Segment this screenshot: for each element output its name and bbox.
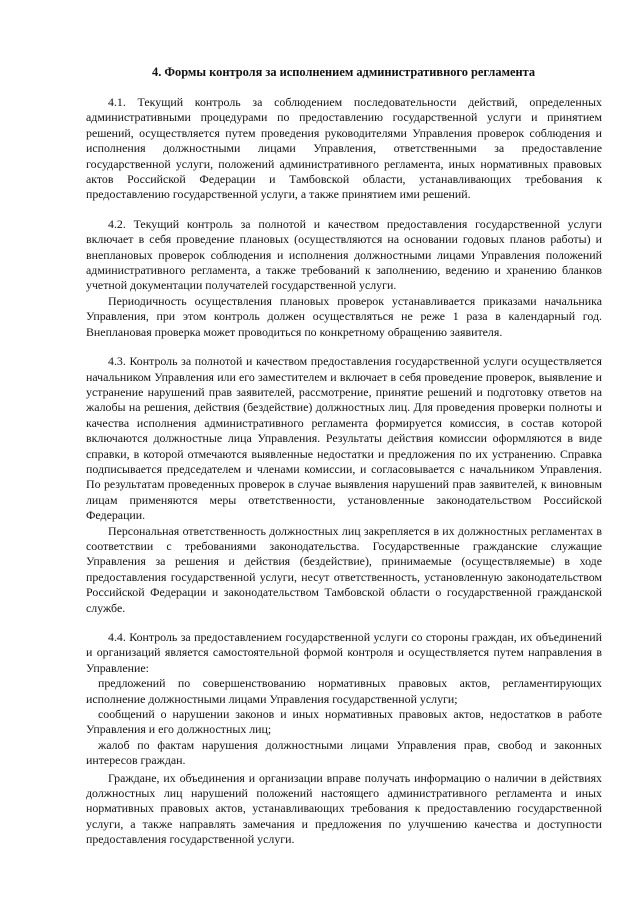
section-heading: 4. Формы контроля за исполнением административного регламента: [152, 65, 536, 79]
paragraph-4-4: 4.4. Контроль за предоставлением государственной услуги со стороны граждан, их объединений и организаций является самостоятельной формой контроля и осуществляется путем направления в Управление:: [86, 630, 602, 675]
list-item: жалоб по фактам нарушения должностными лицами Управления прав, свобод и законных интересов граждан.: [86, 737, 602, 768]
paragraph-4-3: 4.3. Контроль за полнотой и качеством предоставления государственной услуги осуществляется начальником Управления или его заместителем и включает в себя проведение проверок, выявление и устранение нарушений прав заявителей, рассмотрение, принятие решений и подготовку ответов на жалобы на решения, действия (бездействие) должностных лиц. Для проведения проверки полноты и качества исполнения административного регламента формируется комиссия, в состав которой включаются должностные лица Управления. Результаты действия комиссии оформляются в виде справки, в которой отмечаются выявленные недостатки и предложения по их устранению. Справка подписывается председателем и членами комиссии, и согласовывается с начальником Управления. По результатам проведенных проверок в случае выявления нарушений прав заявителей, к виновным лицам применяются меры ответственности, установленные законодательством Российской Федерации.: [86, 354, 602, 523]
paragraph-4-2: 4.2. Текущий контроль за полнотой и качеством предоставления государственной услуги включает в себя проведение плановых (осуществляются на основании годовых планов работы) и внеплановых проверок соблюдения и исполнения должностными лицами Управления положений административного регламента, а также требований к заполнению, ведению и хранению бланков учетной документации получателей государственной услуги.: [86, 216, 602, 293]
paragraph-4-2-periodicity: Периодичность осуществления плановых проверок устанавливается приказами начальника Управления, при этом контроль должен осуществляться не реже 1 раза в календарный год. Внеплановая проверка может проводиться по конкретному обращению заявителя.: [86, 293, 602, 339]
paragraph-4-1: 4.1. Текущий контроль за соблюдением последовательности действий, определенных административными процедурами по предоставлению государственной услуги и принятием решений, осуществляется путем проведения руководителями Управления проверок соблюдения и исполнения должностными лицами Управления, ответственными за предоставление государственной услуги, положений административного регламента, иных нормативных правовых актов Российской Федерации и Тамбовской области, устанавливающих требования к предоставлению государственной услуги, а также принятием ими решений.: [86, 95, 602, 202]
list-item: предложений по совершенствованию нормативных правовых актов, регламентирующих исполнение должностными лицами Управления государственной услуги;: [86, 676, 602, 706]
paragraph-final: Граждане, их объединения и организации вправе получать информацию о наличии в действиях должностных лиц нарушений положений настоящего административного регламента и иных нормативных правовых актов, устанавливающих требования к предоставлению государственной услуги, а также направлять замечания и предложения по улучшению качества и доступности предоставления государственной услуги.: [86, 770, 602, 847]
list-item: сообщений о нарушении законов и иных нормативных правовых актов, недостатков в работе Управления и его должностных лиц;: [86, 707, 602, 737]
paragraph-4-3-responsibility: Персональная ответственность должностных лиц закрепляется в их должностных регламентах в соответствии с требованиями законодательства. Государственные гражданские служащие Управления за решения и действия (бездействие), принимаемые (осуществляемые) в ходе предоставления государственной услуги, несут ответственность, установленную законодательством Российской Федерации и законодательством Тамбовской области о государственной гражданской службе.: [86, 523, 602, 615]
